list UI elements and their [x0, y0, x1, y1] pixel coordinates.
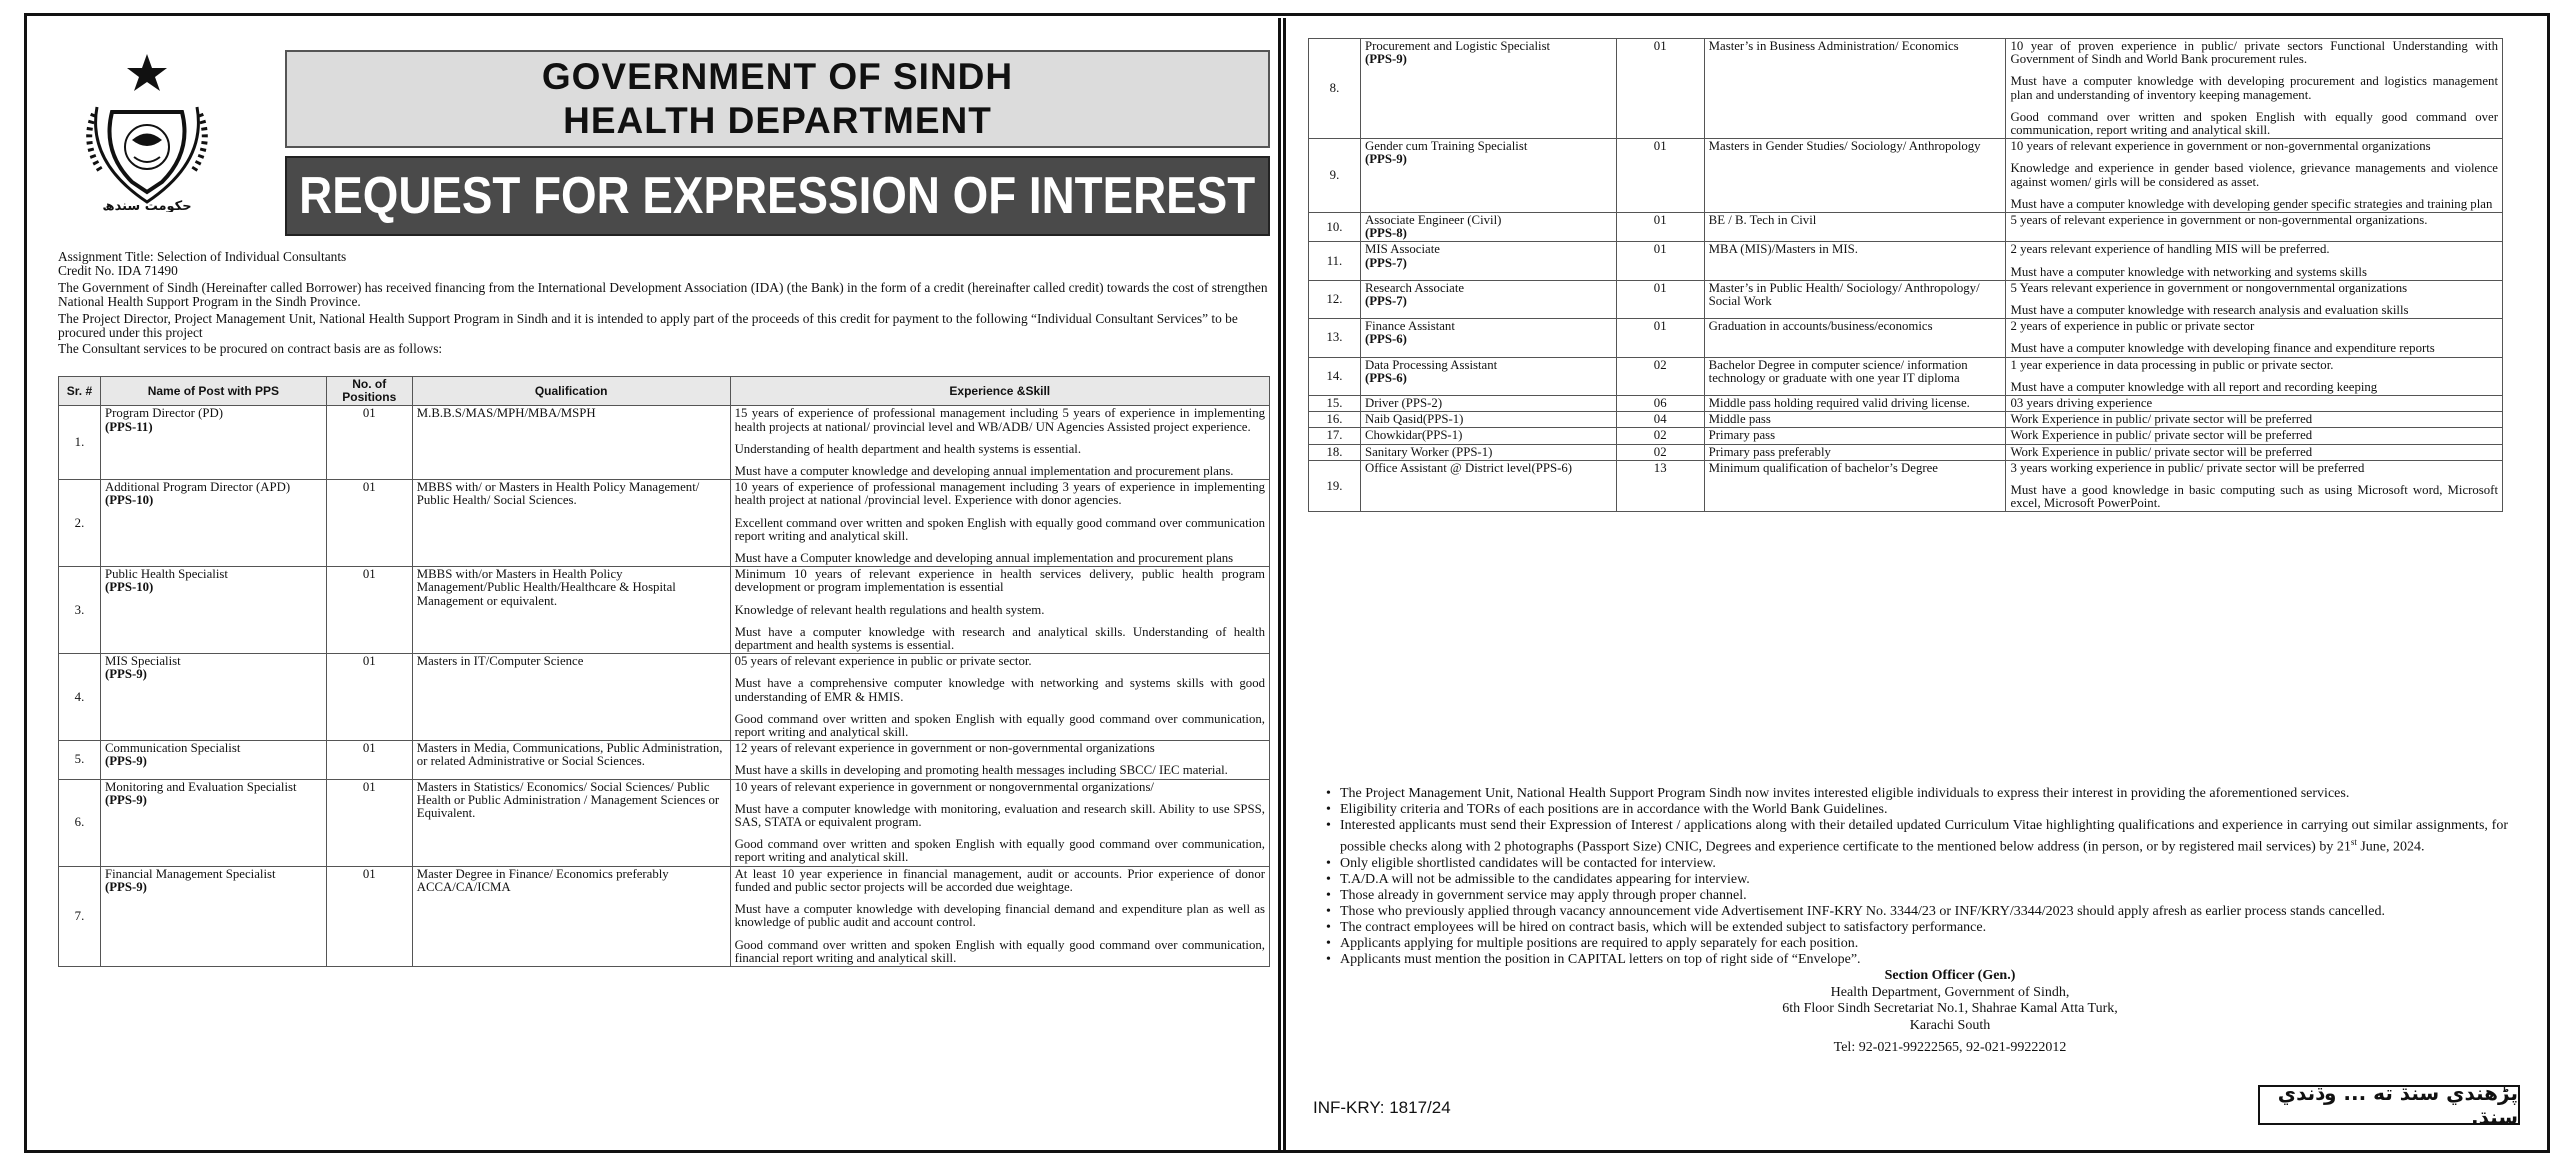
post-grade: (PPS-7)	[1364, 294, 1407, 309]
positions-count: 02	[1616, 357, 1704, 395]
post-name: Office Assistant @ District level(PPS-6)	[1364, 460, 1572, 475]
table-row	[59, 406, 1270, 480]
header-experience: Experience &Skill	[730, 377, 1269, 406]
post-name: Program Director (PD)	[104, 406, 223, 421]
experience-item: 2 years relevant experience of handling MIS will be preferred.	[2010, 242, 2330, 257]
table-row	[1309, 428, 2503, 444]
intro-paragraph-1: The Government of Sindh (Hereinafter called Borrower) has received financing from the International Development Association (IDA) (the Bank) in the form of a credit (hereinafter called credit) towards the cost of strengthen National Health Support Program in the Sindh Province.	[58, 279, 1268, 310]
instructions-list	[1320, 786, 2508, 968]
intro-paragraph-3: The Consultant services to be procured on contract basis are as follows:	[58, 341, 443, 357]
instruction-item: • Eligibility criteria and TORs of each positions are in accordance with the World Bank Guidelines.	[1340, 802, 2508, 818]
qualification: Primary pass preferably	[1704, 444, 2006, 460]
experience-item: 5 years of relevant experience in government or non-governmental organizations.	[2010, 213, 2428, 228]
experience-item: Must have a computer knowledge with developing procurement and logistics management plan and understanding of inventory keeping management.	[2010, 74, 2498, 102]
experience-cell	[2006, 412, 2503, 428]
experience-item: 12 years of relevant experience in government or non-governmental organizations	[734, 741, 1155, 756]
experience-item: 10 year of proven experience in public/ private sectors Functional Understanding with Government of Sindh and World Bank procurement rules.	[2010, 39, 2498, 67]
table-row	[1309, 39, 2503, 139]
post-name-cell	[1360, 444, 1616, 460]
table-row	[59, 480, 1270, 567]
experience-item: Work Experience in public/ private sector will be preferred	[2010, 444, 2313, 459]
post-name-cell	[1360, 213, 1616, 242]
address-title: Section Officer (Gen.)	[1884, 968, 2016, 983]
experience-item: Work Experience in public/ private sector will be preferred	[2010, 412, 2313, 427]
post-name-cell	[1360, 139, 1616, 213]
positions-count: 01	[326, 654, 412, 741]
post-grade: (PPS-9)	[104, 792, 147, 807]
row-number: 12.	[1309, 280, 1361, 318]
experience-item: 2 years of experience in public or private sector	[2010, 319, 2255, 334]
post-grade: (PPS-10)	[104, 580, 154, 595]
experience-cell	[730, 406, 1269, 480]
qualification: Master’s in Public Health/ Sociology/ Anthropology/ Social Work	[1704, 280, 2006, 318]
experience-item: Good command over written and spoken English with equally good command over communication, report writing and analytical skill.	[734, 711, 1265, 740]
row-number: 11.	[1309, 242, 1361, 280]
header-line-department: HEALTH DEPARTMENT	[563, 100, 992, 141]
experience-cell	[2006, 280, 2503, 318]
post-name: Finance Assistant	[1364, 319, 1455, 334]
instruction-item: • The Project Management Unit, National Health Support Program Sindh now invites interested eligible individuals to express their interest in providing the aforementioned services.	[1340, 786, 2508, 802]
address-line-1: Health Department, Government of Sindh,	[1830, 984, 2070, 1000]
qualification: MBBS with/or Masters in Health Policy Management/Public Health/Healthcare & Hospital Management or equivalent.	[412, 567, 730, 654]
experience-cell	[730, 866, 1269, 966]
post-name-cell	[1360, 280, 1616, 318]
positions-count: 01	[1616, 39, 1704, 139]
experience-cell	[730, 779, 1269, 866]
post-name: Monitoring and Evaluation Specialist	[104, 779, 297, 794]
post-name: Public Health Specialist	[104, 567, 228, 582]
post-grade: (PPS-11)	[104, 419, 153, 434]
page-title: REQUEST FOR EXPRESSION OF INTEREST	[299, 167, 1256, 225]
qualification: Master Degree in Finance/ Economics preferably ACCA/CA/ICMA	[412, 866, 730, 966]
post-name: Sanitary Worker (PPS-1)	[1364, 444, 1493, 459]
table-row	[1309, 213, 2503, 242]
positions-count: 01	[1616, 280, 1704, 318]
seal-caption: حکومت سندھ	[102, 199, 192, 212]
qualification: BE / B. Tech in Civil	[1704, 213, 2006, 242]
instruction-item: • Applicants applying for multiple positions are required to apply separately for each position.	[1340, 936, 2508, 952]
post-name: Financial Management Specialist	[104, 866, 276, 881]
experience-cell	[2006, 139, 2503, 213]
experience-item: Must have a computer knowledge with all report and recording keeping	[2010, 379, 2378, 394]
sindhi-slogan: پڑھندي سنڌ ته ... وڌندي سنڌ.	[2258, 1085, 2520, 1125]
post-name-cell	[100, 654, 326, 741]
qualification: Minimum qualification of bachelor’s Degree	[1704, 460, 2006, 512]
experience-item: Must have a computer knowledge and developing annual implementation and procurement plans.	[734, 464, 1234, 479]
qualification: Graduation in accounts/business/economics	[1704, 319, 2006, 357]
assignment-title: Assignment Title: Selection of Individual Consultants	[58, 249, 347, 264]
positions-count: 06	[1616, 396, 1704, 412]
post-name: Communication Specialist	[104, 741, 241, 756]
experience-item: Work Experience in public/ private sector will be preferred	[2010, 428, 2313, 443]
experience-cell	[2006, 396, 2503, 412]
positions-count: 01	[1616, 139, 1704, 213]
experience-item: Must have a computer knowledge with research analysis and evaluation skills	[2010, 303, 2409, 318]
post-name: Procurement and Logistic Specialist	[1364, 39, 1551, 53]
row-number: 17.	[1309, 428, 1361, 444]
qualification: Masters in IT/Computer Science	[412, 654, 730, 741]
post-name: MIS Specialist	[104, 654, 181, 669]
experience-item: Must have a computer knowledge with networking and systems skills	[2010, 264, 2367, 279]
table-row	[59, 741, 1270, 779]
table-row	[1309, 412, 2503, 428]
experience-item: 10 years of relevant experience in government or non-governmental organizations	[2010, 139, 2431, 154]
header-sr: Sr. #	[59, 377, 101, 406]
table-row	[59, 779, 1270, 866]
experience-item: 10 years of relevant experience in government or nongovernmental organizations/	[734, 779, 1154, 794]
experience-item: Good command over written and spoken English with equally good command over communication, financial report writing and analytical skill.	[734, 937, 1265, 965]
positions-table-left	[58, 376, 1270, 967]
row-number: 4.	[59, 654, 101, 741]
table-row	[1309, 357, 2503, 395]
positions-count: 01	[326, 779, 412, 866]
post-grade: (PPS-10)	[104, 493, 154, 508]
experience-item: Must have a comprehensive computer knowledge with networking and systems skills with good understanding of EMR & HMIS.	[734, 676, 1265, 704]
post-name: Driver (PPS-2)	[1364, 396, 1443, 411]
positions-count: 01	[326, 406, 412, 480]
post-name-cell	[1360, 428, 1616, 444]
qualification: MBA (MIS)/Masters in MIS.	[1704, 242, 2006, 280]
header-line-government: GOVERNMENT OF SINDH	[541, 56, 1014, 97]
experience-item: 05 years of relevant experience in public or private sector.	[734, 654, 1032, 669]
post-name-cell	[100, 406, 326, 480]
qualification: Primary pass	[1704, 428, 2006, 444]
positions-count: 01	[1616, 242, 1704, 280]
table-row	[1309, 319, 2503, 357]
experience-cell	[2006, 460, 2503, 512]
title-banner	[285, 156, 1270, 236]
experience-item: 3 years working experience in public/ private sector will be preferred	[2010, 460, 2365, 475]
experience-item: 10 years of experience of professional management including 3 years of experience in implementing health project at national /provincial level. Experience with donor agencies.	[734, 480, 1265, 508]
table-row	[59, 567, 1270, 654]
experience-cell	[2006, 242, 2503, 280]
header-qualification: Qualification	[412, 377, 730, 406]
experience-cell	[2006, 428, 2503, 444]
instruction-item: • Interested applicants must send their Expression of Interest / applications along with their detailed updated Curriculum Vitae highlighting qualifications and experience in carrying out similar assignments, for possible checks along with 2 photographs (Passport Size) CNIC, Degrees and experience certificate to the mentioned below address (in person, or by registered mail services) by 21st June, 2024.	[1340, 818, 2508, 856]
experience-cell	[2006, 39, 2503, 139]
row-number: 15.	[1309, 396, 1361, 412]
post-name: Chowkidar(PPS-1)	[1364, 428, 1463, 443]
post-name-cell	[100, 567, 326, 654]
table-row	[1309, 444, 2503, 460]
post-grade: (PPS-6)	[1364, 370, 1407, 385]
row-number: 9.	[1309, 139, 1361, 213]
experience-item: Must have a computer knowledge with monitoring, evaluation and research skill. Ability to use SPSS, SAS, STATA or equivalent program.	[734, 801, 1265, 830]
qualification: M.B.B.S/MAS/MPH/MBA/MSPH	[412, 406, 730, 480]
experience-item: Must have a Computer knowledge and developing annual implementation and procurement plans	[734, 551, 1234, 566]
address-telephone: Tel: 92-021-99222565, 92-021-99222012	[1833, 1040, 2067, 1055]
row-number: 5.	[59, 741, 101, 779]
post-name: Additional Program Director (APD)	[104, 480, 291, 495]
positions-table-right	[1308, 38, 2503, 512]
positions-count: 02	[1616, 428, 1704, 444]
row-number: 10.	[1309, 213, 1361, 242]
experience-cell	[730, 567, 1269, 654]
positions-count: 01	[1616, 213, 1704, 242]
instruction-item: • The contract employees will be hired on contract basis, which will be extended subject to satisfactory performance.	[1340, 920, 2508, 936]
qualification: Bachelor Degree in computer science/ information technology or graduate with one year IT diploma	[1704, 357, 2006, 395]
row-number: 13.	[1309, 319, 1361, 357]
experience-item: At least 10 year experience in financial management, audit or accounts. Prior experience of donor funded and public sector projects will be accorded due weightage.	[734, 866, 1265, 894]
credit-number: Credit No. IDA 71490	[58, 263, 178, 279]
row-number: 1.	[59, 406, 101, 480]
experience-item: Knowledge of relevant health regulations and health system.	[734, 602, 1045, 617]
header-post: Name of Post with PPS	[100, 377, 326, 406]
positions-count: 02	[1616, 444, 1704, 460]
qualification: Middle pass holding required valid driving license.	[1704, 396, 2006, 412]
post-name-cell	[1360, 39, 1616, 139]
table-header-row	[59, 377, 1270, 406]
qualification: Master’s in Business Administration/ Economics	[1704, 39, 2006, 139]
experience-cell	[2006, 444, 2503, 460]
table-row	[1309, 139, 2503, 213]
qualification: Masters in Media, Communications, Public Administration, or related Administrative or Social Sciences.	[412, 741, 730, 779]
experience-cell	[730, 741, 1269, 779]
post-grade: (PPS-8)	[1364, 226, 1407, 241]
experience-item: 03 years driving experience	[2010, 396, 2153, 411]
qualification: MBBS with/ or Masters in Health Policy Management/ Public Health/ Social Sciences.	[412, 480, 730, 567]
post-grade: (PPS-9)	[104, 667, 147, 682]
inf-reference: INF-KRY: 1817/24	[1313, 1098, 1451, 1117]
row-number: 16.	[1309, 412, 1361, 428]
intro-paragraph-2: The Project Director, Project Management Unit, National Health Support Program in Sindh and it is intended to apply part of the proceeds of this credit for payment to the following “Individual Consultant Services” to be procured under this project	[58, 310, 1238, 341]
post-name-cell	[1360, 412, 1616, 428]
experience-cell	[730, 654, 1269, 741]
experience-item: Good command over written and spoken English with equally good command over communication, report writing and analytical skill.	[2010, 109, 2498, 138]
experience-item: Must have a computer knowledge with developing financial demand and expenditure plan as well as knowledge of public audit and account control.	[734, 902, 1265, 930]
row-number: 6.	[59, 779, 101, 866]
row-number: 14.	[1309, 357, 1361, 395]
experience-item: Minimum 10 years of relevant experience in health services delivery, public health program development or program implementation is essential	[734, 567, 1265, 595]
positions-count: 13	[1616, 460, 1704, 512]
positions-count: 01	[326, 866, 412, 966]
experience-item: Must have a skills in developing and promoting health messages including SBCC/ IEC material.	[734, 763, 1228, 778]
post-name-cell	[1360, 460, 1616, 512]
qualification: Masters in Gender Studies/ Sociology/ Anthropology	[1704, 139, 2006, 213]
post-grade: (PPS-9)	[1364, 152, 1407, 167]
post-grade: (PPS-9)	[104, 879, 147, 894]
post-name: Naib Qasid(PPS-1)	[1364, 412, 1464, 427]
instruction-item: • Those already in government service may apply through proper channel.	[1340, 888, 2508, 904]
post-name: Gender cum Training Specialist	[1364, 139, 1528, 154]
table-row	[1309, 280, 2503, 318]
post-grade: (PPS-7)	[1364, 255, 1407, 270]
experience-cell	[2006, 213, 2503, 242]
instruction-item: • Applicants must mention the position in CAPITAL letters on top of right side of “Envelope”.	[1340, 952, 2508, 968]
post-name: Research Associate	[1364, 280, 1465, 295]
row-number: 19.	[1309, 460, 1361, 512]
contact-address	[1650, 968, 2250, 1057]
post-name: Data Processing Assistant	[1364, 357, 1498, 372]
table-row	[59, 654, 1270, 741]
instruction-item: • T.A/D.A will not be admissible to the candidates appearing for interview.	[1340, 872, 2508, 888]
column-divider	[1278, 18, 1286, 1150]
row-number: 8.	[1309, 39, 1361, 139]
address-line-3: Karachi South	[1909, 1017, 1991, 1033]
post-name-cell	[100, 741, 326, 779]
experience-item: Knowledge and experience in gender based violence, grievance managements and violence against women/ girls will be considered as asset.	[2010, 161, 2498, 189]
experience-item: 5 Years relevant experience in government or nongovernmental organizations	[2010, 280, 2408, 295]
table-row	[1309, 460, 2503, 512]
experience-item: 1 year experience in data processing in public or private sector.	[2010, 357, 2334, 372]
row-number: 7.	[59, 866, 101, 966]
post-name-cell	[1360, 357, 1616, 395]
positions-count: 01	[326, 741, 412, 779]
post-name: Associate Engineer (Civil)	[1364, 213, 1502, 228]
table-row	[59, 866, 1270, 966]
experience-cell	[730, 480, 1269, 567]
post-grade: (PPS-9)	[1364, 52, 1407, 67]
sindh-government-seal-icon	[72, 52, 222, 212]
experience-cell	[2006, 357, 2503, 395]
post-name-cell	[100, 480, 326, 567]
intro-section	[58, 250, 1273, 359]
experience-item: Excellent command over written and spoken English with equally good command over communication report writing and analytical skill.	[734, 515, 1265, 543]
post-grade: (PPS-6)	[1364, 332, 1407, 347]
table-row	[1309, 396, 2503, 412]
row-number: 3.	[59, 567, 101, 654]
post-grade: (PPS-9)	[104, 754, 147, 769]
positions-count: 01	[326, 480, 412, 567]
experience-item: Must have a computer knowledge with research and analytical skills. Understanding of health department and health systems is essential.	[734, 624, 1265, 653]
experience-item: Must have a computer knowledge with developing finance and expenditure reports	[2010, 341, 2435, 356]
post-name-cell	[100, 866, 326, 966]
post-name-cell	[100, 779, 326, 866]
post-name-cell	[1360, 319, 1616, 357]
qualification: Masters in Statistics/ Economics/ Social Sciences/ Public Health or Public Administration / Management Sciences or Equivalent.	[412, 779, 730, 866]
post-name-cell	[1360, 396, 1616, 412]
table-row	[1309, 242, 2503, 280]
post-name-cell	[1360, 242, 1616, 280]
row-number: 18.	[1309, 444, 1361, 460]
experience-item: 15 years of experience of professional management including 5 years of experience in implementing health projects at national/ provincial level and WB/ADB/ UN Agencies Assisted project experience.	[734, 406, 1265, 434]
experience-item: Good command over written and spoken English with equally good command over communication, report writing and analytical skill.	[734, 837, 1265, 865]
experience-item: Must have a good knowledge in basic computing such as using Microsoft word, Microsoft excel, Microsoft PowerPoint.	[2010, 483, 2498, 511]
row-number: 2.	[59, 480, 101, 567]
address-line-2: 6th Floor Sindh Secretariat No.1, Shahrae Kamal Atta Turk,	[1782, 1001, 2118, 1016]
instruction-item: • Those who previously applied through vacancy announcement vide Advertisement INF-KRY No. 3344/23 or INF/KRY/3344/2023 should apply afresh as earlier process stands cancelled.	[1340, 904, 2508, 920]
experience-item: Understanding of health department and health systems is essential.	[734, 441, 1082, 456]
instruction-item: • Only eligible shortlisted candidates will be contacted for interview.	[1340, 856, 2508, 872]
header-positions: No. of Positions	[326, 377, 412, 406]
header-banner	[285, 50, 1270, 148]
qualification: Middle pass	[1704, 412, 2006, 428]
experience-item: Must have a computer knowledge with developing gender specific strategies and training plan	[2010, 196, 2493, 211]
positions-count: 01	[326, 567, 412, 654]
experience-cell	[2006, 319, 2503, 357]
positions-count: 04	[1616, 412, 1704, 428]
post-name: MIS Associate	[1364, 242, 1440, 257]
positions-count: 01	[1616, 319, 1704, 357]
